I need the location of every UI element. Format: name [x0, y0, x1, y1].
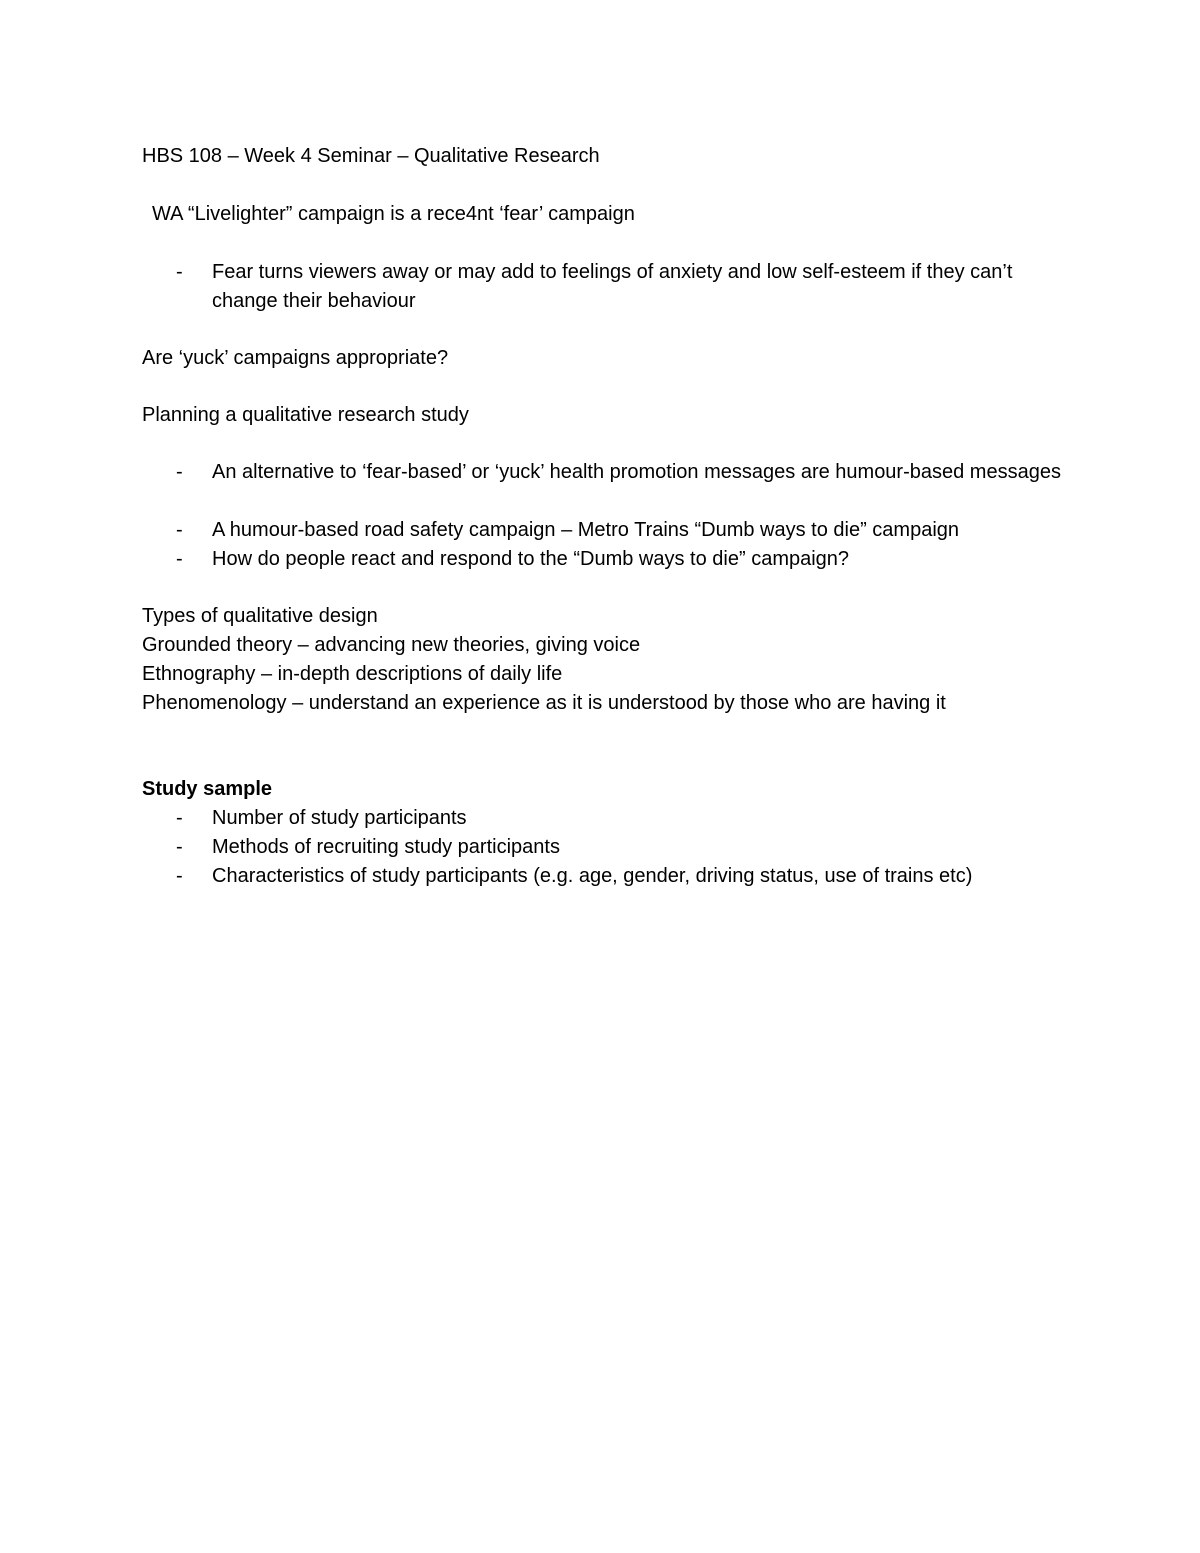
bullet-dash: -	[176, 865, 183, 887]
bullet-dash: -	[176, 807, 183, 829]
bullet-dash: -	[176, 548, 183, 570]
bullet-text: How do people react and respond to the “Dumb ways to die” campaign?	[212, 548, 850, 570]
sample-bullet	[142, 833, 1062, 862]
bullet-dash: -	[176, 261, 183, 283]
bullet-text: Number of study participants	[212, 807, 467, 829]
bullet-text: An alternative to ‘fear-based’ or ‘yuck’ health promotion messages are humour-based messages	[212, 461, 1061, 483]
yuck-question: Are ‘yuck’ campaigns appropriate?	[142, 347, 449, 369]
design-ethnography: Ethnography – in-depth descriptions of daily life	[142, 663, 563, 685]
bullet-dash: -	[176, 836, 183, 858]
fear-bullet	[142, 258, 1062, 316]
sample-bullet	[142, 804, 1062, 833]
sample-heading: Study sample	[142, 778, 273, 800]
design-types-heading: Types of qualitative design	[142, 605, 378, 627]
document-title: HBS 108 – Week 4 Seminar – Qualitative Research	[142, 145, 600, 167]
design-phenomenology: Phenomenology – understand an experience as it is understood by those who are having it	[142, 692, 946, 714]
bullet-text: Characteristics of study participants (e.g. age, gender, driving status, use of trains etc)	[212, 865, 973, 887]
sample-bullet	[142, 862, 1062, 891]
bullet-dash: -	[176, 519, 183, 541]
planning-bullet	[142, 545, 1062, 574]
bullet-text: Methods of recruiting study participants	[212, 836, 560, 858]
bullet-dash: -	[176, 461, 183, 483]
bullet-text: A humour-based road safety campaign – Metro Trains “Dumb ways to die” campaign	[212, 519, 960, 541]
planning-heading: Planning a qualitative research study	[142, 404, 469, 426]
bullet-text: Fear turns viewers away or may add to feelings of anxiety and low self-esteem if they can’t change their behaviour	[212, 261, 1013, 312]
planning-bullet	[142, 516, 1062, 545]
design-grounded-theory: Grounded theory – advancing new theories, giving voice	[142, 634, 641, 656]
campaign-line: WA “Livelighter” campaign is a rece4nt ‘fear’ campaign	[152, 203, 635, 225]
planning-bullet	[142, 458, 1062, 487]
